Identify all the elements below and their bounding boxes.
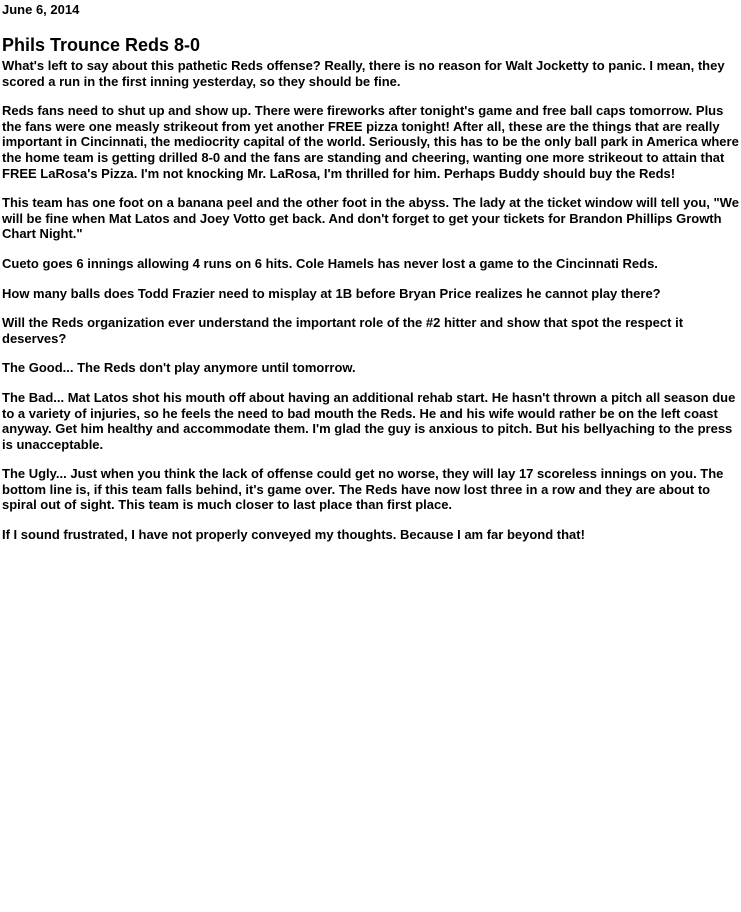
paragraph-fans: Reds fans need to shut up and show up. There were fireworks after tonight's game and free ball caps tomorrow. Plus the fans were one measly strikeout from yet another FREE pizza tonight! After all, these are the things that are really important in Cincinnati, the mediocrity capital of the world. Seriously, this has to be the only ball park in America where the home team is getting drilled 8-0 and the fans are standing and cheering, wanting one more strikeout to attain that FREE LaRosa's Pizza. I'm not knocking Mr. LaRosa, I'm thrilled for him. Perhaps Buddy should buy the Reds! [2,103,739,181]
paragraph-two-hitter: Will the Reds organization ever understand the important role of the #2 hitter and show that spot the respect it deserves? [2,315,684,346]
paragraph-cueto: Cueto goes 6 innings allowing 4 runs on 6 hits. Cole Hamels has never lost a game to the Cincinnati Reds. [2,255,658,271]
paragraph-frazier: How many balls does Todd Frazier need to misplay at 1B before Bryan Price realizes he cannot play there? [2,285,661,301]
post-title: Phils Trounce Reds 8-0 [2,35,201,55]
post-date: June 6, 2014 [2,2,80,17]
paragraph-ugly: The Ugly... Just when you think the lack of offense could get no worse, they will lay 17 scoreless innings on you. The bottom line is, if this team falls behind, it's game over. The Reds have now lost three in a row and they are about to spiral out of sight. This team is much closer to last place than first place. [2,466,724,513]
paragraph-banana-peel: This team has one foot on a banana peel and the other foot in the abyss. The lady at the ticket window will tell you, "We will be fine when Mat Latos and Joey Votto get back. And don't forget to get your tickets for Brandon Phillips Growth Chart Night." [2,195,739,242]
paragraph-good: The Good... The Reds don't play anymore until tomorrow. [2,360,356,376]
paragraph-frustrated: If I sound frustrated, I have not properly conveyed my thoughts. Because I am far beyond that! [2,527,585,543]
paragraph-offense: What's left to say about this pathetic Reds offense? Really, there is no reason for Walt Jocketty to panic. I mean, they scored a run in the first inning yesterday, so they should be fine. [2,58,725,89]
paragraph-bad: The Bad... Mat Latos shot his mouth off about having an additional rehab start. He hasn't thrown a pitch all season due to a variety of injuries, so he feels the need to bad mouth the Reds. He and his wife would rather be on the left coast anyway. Get him healthy and accommodate them. I'm glad the guy is anxious to pitch. But his bellyaching to the press is unacceptable. [2,389,736,452]
